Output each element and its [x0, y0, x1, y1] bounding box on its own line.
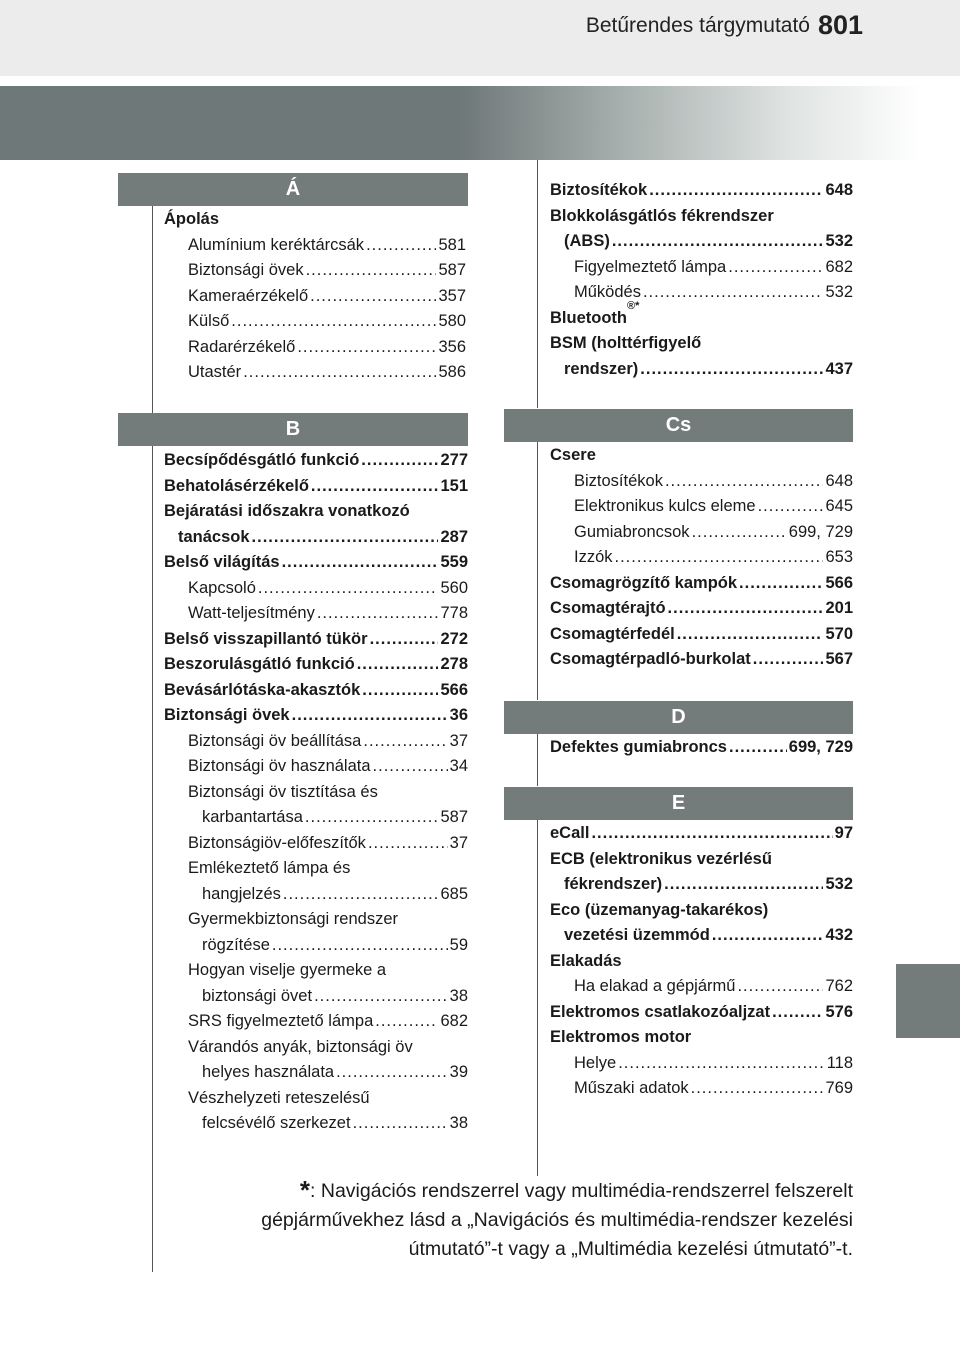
dot-leader	[753, 647, 824, 673]
index-entry	[164, 233, 466, 259]
index-entry-page: 566	[440, 680, 468, 699]
footnote-marker: *	[299, 1175, 311, 1205]
footnote	[160, 1176, 853, 1264]
index-entry-page: 36	[449, 706, 468, 724]
index-entry-page: 570	[825, 624, 853, 643]
index-entry-page: 559	[440, 553, 468, 571]
index-entry-label: biztonsági övet	[202, 986, 313, 1005]
index-list-b	[164, 448, 468, 1137]
index-entry	[550, 872, 853, 898]
footnote-line: gépjárművekhez lásd a „Navigációs és multimédia-rendszer kezelési	[261, 1209, 853, 1231]
dot-leader	[306, 258, 437, 284]
index-entry-page: 532	[825, 283, 853, 301]
footnote-line: útmutató”-t vagy a „Multimédia kezelési útmutató”-t.	[408, 1238, 853, 1260]
dot-leader	[353, 1111, 448, 1137]
index-entry-page: 699, 729	[788, 738, 853, 756]
index-entry-page: 356	[438, 337, 466, 356]
dot-leader	[310, 284, 436, 310]
index-entry	[550, 847, 853, 873]
index-entry	[164, 284, 466, 310]
index-entry-label: tanácsok	[178, 527, 250, 546]
section-header-b: B	[118, 413, 468, 446]
index-entry	[164, 831, 468, 857]
index-entry-page: 699, 729	[788, 522, 853, 541]
index-entry	[550, 357, 853, 383]
index-entry	[164, 258, 466, 284]
dot-leader	[297, 335, 436, 361]
index-entry-label: SRS figyelmeztető lámpa	[188, 1012, 374, 1030]
dot-leader	[292, 703, 448, 729]
dot-leader	[305, 805, 439, 831]
index-entry	[550, 178, 853, 204]
index-entry-label: Biztonsági övek	[188, 261, 304, 279]
dot-leader	[615, 545, 824, 571]
index-entry-page: 580	[438, 312, 466, 330]
dot-leader	[729, 735, 787, 761]
index-entry	[550, 443, 853, 469]
index-list-b-continued	[550, 178, 853, 382]
dot-leader	[282, 550, 439, 576]
dot-leader	[612, 229, 824, 255]
index-entry-label: Becsípődésgátló funkció	[164, 451, 360, 469]
index-entry-page: 567	[825, 650, 853, 668]
index-entry	[164, 703, 468, 729]
index-entry	[164, 309, 466, 335]
index-entry	[164, 360, 466, 386]
index-entry-page: 566	[825, 573, 853, 592]
index-entry-label: Utastér	[188, 363, 242, 381]
left-column-rule	[152, 205, 153, 415]
index-entry-label: Kameraérzékelő	[188, 286, 309, 305]
index-entry-label: Csere	[550, 446, 596, 464]
index-entry	[164, 1111, 468, 1137]
dot-leader	[664, 872, 823, 898]
index-entry-label: Beszorulásgátló funkció	[164, 655, 355, 673]
dot-leader	[677, 622, 824, 648]
dot-leader	[370, 627, 439, 653]
index-entry-page: 277	[440, 451, 468, 469]
index-entry	[164, 907, 468, 933]
index-entry	[164, 984, 468, 1010]
index-entry	[550, 280, 853, 306]
dot-leader	[691, 1076, 824, 1102]
index-entry	[550, 1000, 853, 1026]
index-entry-label: Biztosítékok	[550, 181, 648, 199]
index-entry-page: 34	[449, 757, 468, 775]
index-entry	[164, 754, 468, 780]
section-header-d: D	[504, 701, 853, 734]
right-column-rule	[537, 442, 538, 700]
index-list-a-acute	[164, 207, 466, 386]
index-entry	[164, 780, 468, 806]
index-entry-label: Radarérzékelő	[188, 337, 296, 356]
index-entry	[164, 652, 468, 678]
index-entry	[164, 805, 468, 831]
index-entry	[550, 821, 853, 847]
index-entry-label: Kapcsoló	[188, 578, 256, 597]
index-entry	[550, 596, 853, 622]
index-entry-label: ECB (elektronikus vezérlésű	[550, 849, 772, 868]
index-entry	[550, 974, 853, 1000]
index-entry-label: Működés	[574, 283, 641, 301]
index-entry-label: Biztosítékok	[574, 471, 663, 490]
index-entry	[164, 882, 468, 908]
index-entry-label: Elektromos motor	[550, 1028, 692, 1046]
index-entry	[164, 958, 468, 984]
index-entry-page: 37	[449, 833, 468, 852]
index-entry	[550, 520, 853, 546]
right-column-rule	[537, 160, 538, 408]
index-entry-page: 685	[440, 884, 468, 903]
dot-leader	[357, 652, 439, 678]
index-entry-label: Helye	[574, 1053, 617, 1072]
index-entry-page: 201	[825, 599, 853, 617]
index-entry	[164, 474, 468, 500]
dot-leader	[591, 821, 832, 847]
index-entry-label: Blokkolásgátlós fékrendszer	[550, 206, 774, 225]
index-entry	[550, 469, 853, 495]
index-entry	[550, 1025, 853, 1051]
index-entry-page: 97	[834, 824, 853, 842]
dot-leader	[618, 1051, 825, 1077]
index-entry-superscript: ®*	[626, 299, 640, 312]
header-banner	[0, 86, 960, 160]
index-entry-label: Izzók	[574, 548, 613, 566]
index-list-d	[550, 735, 853, 761]
index-entry-label: Biztonsági öv beállítása	[188, 731, 362, 750]
dot-leader	[366, 233, 436, 259]
index-entry	[550, 1076, 853, 1102]
index-entry-page: 587	[438, 261, 466, 279]
index-entry-page: 587	[440, 808, 468, 826]
index-entry-label: Bevásárlótáska-akasztók	[164, 680, 361, 699]
index-entry	[550, 571, 853, 597]
dot-leader	[252, 525, 439, 551]
footnote-line: : Navigációs rendszerrel vagy multimédia-rendszerrel felszerelt	[310, 1180, 853, 1202]
index-entry-page: 560	[440, 578, 468, 597]
section-header-a-acute: Á	[118, 173, 468, 206]
index-entry-label: Vészhelyzeti reteszelésű	[188, 1088, 370, 1107]
index-entry-label: Csomagtérpadló-burkolat	[550, 650, 751, 668]
index-entry-page: 59	[449, 935, 468, 954]
index-entry	[550, 1051, 853, 1077]
index-entry-label: felcsévélő szerkezet	[202, 1114, 351, 1132]
dot-leader	[668, 596, 824, 622]
index-entry-label: Elektronikus kulcs eleme	[574, 497, 756, 515]
index-entry	[164, 678, 468, 704]
index-entry-page: 38	[449, 986, 468, 1005]
dot-leader	[362, 678, 438, 704]
index-entry-page: 118	[826, 1053, 853, 1072]
index-entry-page: 648	[825, 181, 853, 199]
index-entry-page: 532	[825, 875, 853, 893]
index-entry	[164, 576, 468, 602]
index-entry	[164, 627, 468, 653]
index-entry-label: Csomagrögzítő kampók	[550, 573, 738, 592]
index-entry	[550, 735, 853, 761]
index-entry	[164, 729, 468, 755]
index-entry-label: eCall	[550, 824, 590, 842]
index-entry-label: Bluetooth	[550, 308, 627, 327]
index-entry-page: 762	[825, 977, 853, 995]
dot-leader	[272, 933, 448, 959]
index-entry-label: Eco (üzemanyag-takarékos)	[550, 900, 769, 919]
index-entry-label: Biztonsági övek	[164, 706, 290, 724]
index-entry-label: Biztonsági öv tisztítása és	[188, 782, 378, 801]
index-entry-page: 357	[438, 286, 466, 305]
index-entry	[164, 856, 468, 882]
index-entry-label: Várandós anyák, biztonsági öv	[188, 1037, 413, 1056]
dot-leader	[361, 448, 438, 474]
index-entry-label: Belső világítás	[164, 553, 280, 571]
section-header-e: E	[504, 787, 853, 820]
page-number: 801	[818, 10, 864, 40]
index-entry	[164, 933, 468, 959]
index-entry-label: Csomagtérajtó	[550, 599, 666, 617]
dot-leader	[363, 729, 447, 755]
index-entry-label: hangjelzés	[202, 884, 281, 903]
dot-leader	[739, 571, 823, 597]
dot-leader	[231, 309, 436, 335]
dot-leader	[317, 601, 439, 627]
index-entry-page: 287	[440, 527, 468, 546]
index-entry	[164, 499, 468, 525]
index-entry-page: 437	[825, 359, 853, 378]
index-entry	[550, 255, 853, 281]
index-entry	[550, 204, 853, 230]
index-entry-label: Hogyan viselje gyermeke a	[188, 961, 387, 979]
index-entry-page: 653	[825, 548, 853, 566]
index-entry-page: 39	[449, 1063, 468, 1081]
index-entry	[164, 1009, 468, 1035]
index-entry-label: Biztonsági öv használata	[188, 757, 371, 775]
index-entry-label: helyes használata	[202, 1063, 335, 1081]
dot-leader	[336, 1060, 448, 1086]
left-column-rule	[152, 444, 153, 1272]
index-entry-page: 648	[825, 471, 853, 490]
index-entry	[550, 622, 853, 648]
index-entry	[164, 1060, 468, 1086]
dot-leader	[243, 360, 436, 386]
index-entry	[550, 299, 853, 332]
index-entry-label: Belső visszapillantó tükör	[164, 629, 368, 648]
index-entry	[550, 494, 853, 520]
dot-leader	[758, 494, 824, 520]
dot-leader	[772, 1000, 823, 1026]
index-entry-page: 581	[438, 235, 466, 254]
right-column-rule	[537, 820, 538, 1176]
index-entry-label: karbantartása	[202, 808, 303, 826]
dot-leader	[283, 882, 439, 908]
index-entry-page: 682	[440, 1012, 468, 1030]
dot-leader	[712, 923, 824, 949]
index-entry-page: 37	[449, 731, 468, 750]
index-entry-page: 151	[440, 476, 468, 495]
dot-leader	[643, 280, 824, 306]
index-entry	[164, 1086, 468, 1112]
index-entry-label: Emlékeztető lámpa és	[188, 859, 351, 877]
index-entry-label: rendszer)	[564, 359, 639, 378]
index-entry-label: Csomagtérfedél	[550, 624, 675, 643]
dot-leader	[665, 469, 824, 495]
right-column-rule	[537, 734, 538, 786]
index-entry-page: 769	[825, 1079, 853, 1097]
index-entry	[550, 898, 853, 924]
dot-leader	[728, 255, 823, 281]
index-entry-page: 272	[440, 629, 468, 648]
index-entry-page: 576	[825, 1002, 853, 1021]
chapter-thumb-tab	[896, 964, 960, 1038]
index-entry-label: Alumínium keréktárcsák	[188, 235, 365, 254]
index-entry	[164, 1035, 468, 1061]
index-entry-page: 645	[825, 497, 853, 515]
index-entry-label: Figyelmeztető lámpa	[574, 257, 727, 276]
index-entry-label: Bejáratási időszakra vonatkozó	[164, 502, 410, 520]
index-entry	[550, 229, 853, 255]
index-entry	[164, 550, 468, 576]
dot-leader	[737, 974, 823, 1000]
index-entry-label: Elektromos csatlakozóaljzat	[550, 1002, 771, 1021]
dot-leader	[311, 474, 439, 500]
index-entry-page: 532	[825, 232, 853, 250]
index-entry-label: rögzítése	[202, 935, 270, 954]
index-entry-label: Defektes gumiabroncs	[550, 738, 727, 756]
index-entry	[164, 335, 466, 361]
index-list-e	[550, 821, 853, 1102]
index-entry-label: fékrendszer)	[564, 875, 663, 893]
index-entry-page: 278	[440, 655, 468, 673]
index-entry-label: (ABS)	[564, 232, 610, 250]
index-entry-label: Ha elakad a gépjármű	[574, 977, 736, 995]
index-entry-label: Elakadás	[550, 951, 622, 970]
index-entry	[164, 601, 468, 627]
index-entry-label: Gyermekbiztonsági rendszer	[188, 910, 399, 928]
index-entry-label: Gumiabroncsok	[574, 522, 690, 541]
index-entry-label: Biztonságiöv-előfeszítők	[188, 833, 366, 852]
index-entry-page: 432	[825, 926, 853, 944]
index-entry	[550, 949, 853, 975]
dot-leader	[649, 178, 823, 204]
dot-leader	[375, 1009, 438, 1035]
index-entry	[550, 923, 853, 949]
index-entry-page: 778	[440, 604, 468, 622]
dot-leader	[373, 754, 448, 780]
dot-leader	[368, 831, 448, 857]
dot-leader	[692, 520, 787, 546]
index-entry-label: Watt-teljesítmény	[188, 604, 315, 622]
index-entry	[164, 207, 466, 233]
index-entry	[550, 647, 853, 673]
index-entry	[164, 448, 468, 474]
page-header-title: Betűrendes tárgymutató	[585, 14, 810, 37]
index-list-cs	[550, 443, 853, 673]
index-entry-page: 682	[825, 257, 853, 276]
index-entry	[550, 545, 853, 571]
index-entry-label: Külső	[188, 312, 230, 330]
index-entry	[164, 525, 468, 551]
index-entry-label: Ápolás	[164, 210, 220, 228]
dot-leader	[640, 357, 823, 383]
dot-leader	[258, 576, 439, 602]
index-entry-label: Műszaki adatok	[574, 1079, 689, 1097]
index-entry-page: 586	[438, 363, 466, 381]
dot-leader	[314, 984, 448, 1010]
index-entry-label: Behatolásérzékelő	[164, 476, 309, 495]
index-entry-label: BSM (holttérfigyelő	[550, 334, 702, 352]
index-entry-page: 38	[449, 1114, 468, 1132]
section-header-cs: Cs	[504, 409, 853, 442]
index-entry-label: vezetési üzemmód	[564, 926, 710, 944]
header-strip	[0, 0, 960, 76]
index-entry	[550, 331, 853, 357]
